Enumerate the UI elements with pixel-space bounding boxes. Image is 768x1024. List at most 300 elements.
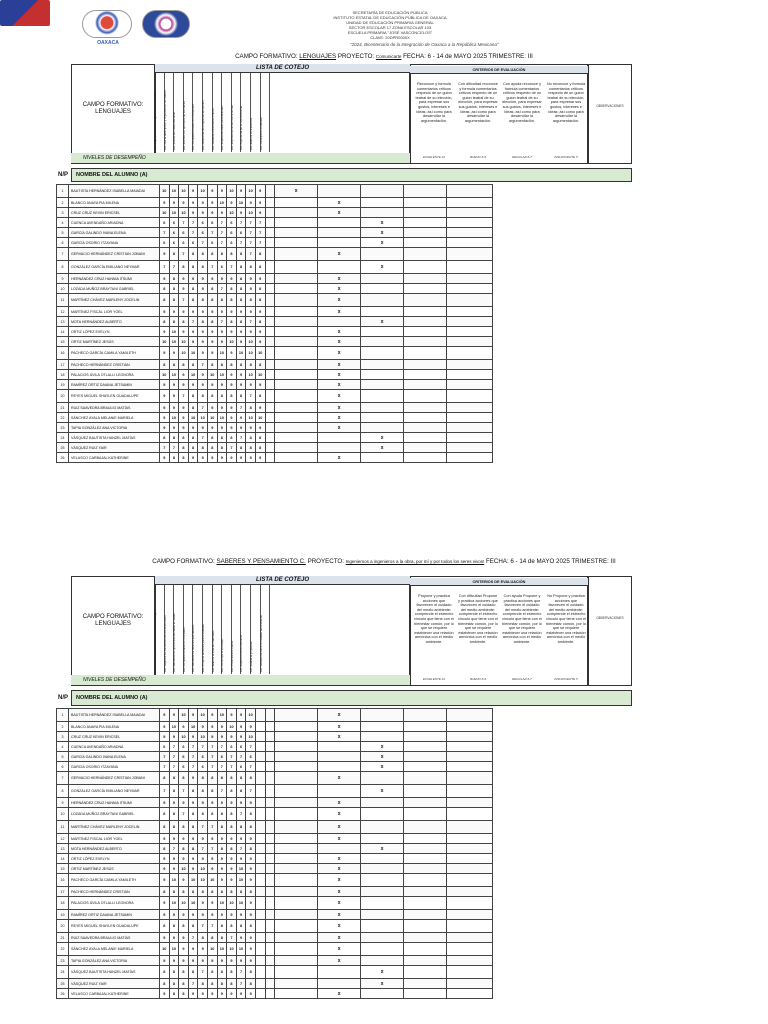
score-cell: 10 (217, 413, 227, 423)
level-mark (275, 261, 318, 274)
observation-cell (447, 370, 493, 380)
level-mark: x (318, 360, 361, 370)
criterio-text: Con dificultad Propone y practica acciones que favorecen el cuidado del medio ambiente: comprende el estrecho vínculo que tiene con el bienestar común, por lo que se requiere establecer una relación armónica con el medio ambiente. (458, 594, 498, 644)
score-cell: 9 (207, 854, 217, 864)
score-cell (265, 979, 275, 989)
indicator-label: Act. Propone acciones para el cuidado (200, 624, 205, 672)
row-number: 10 (57, 284, 69, 294)
score-cell (265, 433, 275, 443)
score-cell: 9 (188, 956, 198, 966)
score-cell: 9 (169, 403, 179, 413)
level-mark (275, 864, 318, 874)
table-row (57, 772, 493, 785)
level-mark: x (318, 808, 361, 821)
observation-cell (447, 274, 493, 284)
score-cell: 8 (207, 443, 217, 453)
score-cell: 7 (246, 762, 256, 772)
score-cell: 7 (179, 218, 189, 228)
score-cell: 10 (179, 709, 189, 722)
score-cell: 8 (217, 390, 227, 403)
level-mark (275, 380, 318, 390)
header-line: CLAVE: 20DPR0000X (370, 35, 410, 40)
observation-cell (447, 423, 493, 433)
observation-cell (447, 218, 493, 228)
student-name: MOTA HERNÁNDEZ ALBERTO (69, 844, 160, 854)
level-label: REGULAR 6-7 (512, 155, 532, 159)
score-cell: 9 (255, 307, 265, 317)
score-cell: 9 (227, 956, 237, 966)
table-row (57, 307, 493, 317)
score-cell: 10 (217, 370, 227, 380)
score-cell: 7 (179, 248, 189, 261)
observation-cell (447, 238, 493, 248)
level-mark (361, 897, 404, 910)
score-cell: 8 (188, 294, 198, 307)
score-cell: 9 (188, 274, 198, 284)
score-cell: 8 (217, 821, 227, 834)
score-cell: 6 (169, 218, 179, 228)
level-mark (275, 798, 318, 808)
score-cell (265, 920, 275, 933)
score-cell: 9 (160, 390, 170, 403)
student-name: PACHECO HERNÁNDEZ CRISTIAN (69, 887, 160, 897)
indicator-label: Act. Explica las ideas para defender (220, 105, 225, 150)
level-mark: x (275, 185, 318, 198)
score-cell (255, 821, 265, 834)
level-mark (361, 709, 404, 722)
score-cell: 7 (207, 920, 217, 933)
score-cell (265, 887, 275, 897)
score-cell: 9 (188, 732, 198, 742)
score-cell: 8 (188, 443, 198, 453)
score-cell: 10 (160, 337, 170, 347)
score-cell: 8 (169, 808, 179, 821)
score-cell: 8 (246, 966, 256, 979)
row-number: 7 (57, 248, 69, 261)
level-mark (318, 742, 361, 752)
score-cell: 9 (188, 307, 198, 317)
score-cell: 8 (227, 808, 237, 821)
student-table (56, 708, 493, 999)
score-cell: 7 (236, 433, 246, 443)
row-number: 24 (57, 966, 69, 979)
score-cell (265, 360, 275, 370)
score-cell: 8 (179, 821, 189, 834)
level-mark: x (318, 327, 361, 337)
score-cell: 9 (207, 327, 217, 337)
score-cell: 9 (188, 337, 198, 347)
level-mark (404, 956, 447, 966)
level-mark: x (318, 772, 361, 785)
score-cell: 9 (227, 834, 237, 844)
score-cell: 10 (236, 347, 246, 360)
score-cell (265, 317, 275, 327)
student-name: RUIZ SAAVEDRA BRAULIO MATÍAS (69, 403, 160, 413)
score-cell: 10 (255, 413, 265, 423)
score-cell: 6 (198, 218, 208, 228)
score-cell: 10 (227, 897, 237, 910)
score-cell: 10 (179, 897, 189, 910)
score-cell: 9 (246, 956, 256, 966)
table-row (57, 433, 493, 443)
level-mark (404, 274, 447, 284)
score-cell: 6 (179, 742, 189, 752)
row-number: 26 (57, 989, 69, 999)
score-cell: 9 (188, 772, 198, 785)
score-cell: 8 (179, 317, 189, 327)
score-cell: 8 (160, 284, 170, 294)
level-mark (275, 762, 318, 772)
score-cell: 7 (207, 742, 217, 752)
score-cell: 8 (227, 887, 237, 897)
observation-cell (447, 874, 493, 887)
row-number: 3 (57, 732, 69, 742)
row-number: 13 (57, 317, 69, 327)
trimestre-text: TRIMESTRE: III (571, 558, 616, 565)
score-cell (265, 785, 275, 798)
score-cell: 10 (236, 943, 246, 956)
proyecto-value: Ingeniemos a ingenieros a la obra, por mí y por todos los seres vivos! (345, 559, 485, 564)
level-mark (404, 722, 447, 732)
student-name: BAUTISTA HERNÁNDEZ ISABELLA MAIADAI (69, 709, 160, 722)
level-mark (404, 294, 447, 307)
score-cell: 7 (198, 238, 208, 248)
level-mark (275, 307, 318, 317)
level-mark (361, 413, 404, 423)
row-number: 5 (57, 228, 69, 238)
score-cell: 9 (179, 198, 189, 208)
level-mark (275, 808, 318, 821)
level-mark: x (318, 956, 361, 966)
student-name: PACHECO HERNÁNDEZ CRISTIAN (69, 360, 160, 370)
score-cell: 8 (246, 808, 256, 821)
score-cell: 9 (160, 347, 170, 360)
score-cell: 10 (227, 943, 237, 956)
score-cell: 9 (227, 453, 237, 463)
score-cell: 8 (169, 284, 179, 294)
score-cell: 9 (246, 327, 256, 337)
score-cell: 6 (198, 752, 208, 762)
score-cell: 9 (227, 307, 237, 317)
score-cell: 7 (207, 762, 217, 772)
score-cell: 8 (236, 248, 246, 261)
score-cell: 10 (246, 709, 256, 722)
score-cell: 8 (246, 887, 256, 897)
score-cell: 7 (188, 317, 198, 327)
score-cell: 9 (227, 709, 237, 722)
score-cell: 9 (207, 198, 217, 208)
score-cell: 7 (236, 979, 246, 989)
score-cell: 9 (188, 423, 198, 433)
row-number: 19 (57, 380, 69, 390)
score-cell: 9 (246, 423, 256, 433)
score-cell: 8 (169, 966, 179, 979)
level-mark: x (361, 742, 404, 752)
score-cell: 10 (227, 722, 237, 732)
score-cell: 8 (236, 821, 246, 834)
score-cell: 8 (179, 887, 189, 897)
student-name: TAPIA GONZÁLEZ ANA VICTORIA (69, 956, 160, 966)
score-cell: 8 (236, 294, 246, 307)
proyecto-value: Comunicarte (375, 54, 402, 59)
score-cell: 10 (169, 327, 179, 337)
level-mark (318, 433, 361, 443)
score-cell: 9 (227, 370, 237, 380)
score-cell: 9 (160, 989, 170, 999)
score-cell (265, 966, 275, 979)
score-cell: 8 (207, 785, 217, 798)
score-cell: 8 (198, 261, 208, 274)
level-mark (404, 248, 447, 261)
score-cell: 9 (236, 798, 246, 808)
score-cell: 10 (160, 943, 170, 956)
score-cell (265, 443, 275, 453)
observaciones-frame (588, 576, 632, 686)
level-mark (404, 413, 447, 423)
score-cell: 8 (179, 979, 189, 989)
score-cell: 9 (217, 864, 227, 874)
score-cell: 10 (169, 874, 179, 887)
score-cell: 8 (160, 979, 170, 989)
score-cell: 9 (236, 910, 246, 920)
score-cell: 8 (179, 989, 189, 999)
score-cell (265, 897, 275, 910)
student-name: ORTIZ LÓPEZ EVELYN (69, 854, 160, 864)
score-cell: 10 (207, 413, 217, 423)
level-mark (361, 307, 404, 317)
level-mark: x (318, 337, 361, 347)
score-cell: 8 (198, 772, 208, 785)
table-row (57, 966, 493, 979)
level-mark: x (318, 208, 361, 218)
level-mark (275, 208, 318, 218)
level-mark (275, 897, 318, 910)
score-cell: 9 (217, 910, 227, 920)
table-row (57, 989, 493, 999)
score-cell: 9 (236, 208, 246, 218)
level-mark (318, 218, 361, 228)
score-cell: 8 (188, 248, 198, 261)
level-mark: x (318, 370, 361, 380)
row-number: 20 (57, 920, 69, 933)
score-cell: 9 (207, 347, 217, 360)
score-cell: 10 (160, 370, 170, 380)
proyecto-label: PROYECTO: (337, 53, 375, 60)
score-cell: 6 (227, 228, 237, 238)
score-cell: 8 (217, 433, 227, 443)
observation-cell (447, 403, 493, 413)
score-cell (265, 208, 275, 218)
score-cell: 8 (207, 933, 217, 943)
row-number: 21 (57, 933, 69, 943)
observation-cell (447, 834, 493, 844)
student-name: PALACIOS ÁVILA OTLALLI LEONORA (69, 370, 160, 380)
score-cell (255, 920, 265, 933)
score-cell: 9 (188, 208, 198, 218)
level-mark (318, 966, 361, 979)
level-mark: x (318, 943, 361, 956)
header-line: SECTOR ESCOLAR 17 ZONA ESCOLAR 103 (348, 25, 432, 30)
level-mark: x (361, 238, 404, 248)
score-cell: 8 (179, 261, 189, 274)
table-row (57, 785, 493, 798)
table-row (57, 380, 493, 390)
level-mark (318, 443, 361, 453)
level-mark (275, 821, 318, 834)
header-motto: "2024, Bicentenario de la Integración de Oaxaca a la República Mexicana" (350, 42, 499, 47)
score-cell: 8 (227, 317, 237, 327)
lista-cotejo-title: LISTA DE COTEJO (155, 64, 410, 73)
score-cell: 10 (217, 198, 227, 208)
level-mark (404, 337, 447, 347)
score-cell: 9 (207, 307, 217, 317)
score-cell (265, 284, 275, 294)
score-cell: 7 (179, 390, 189, 403)
level-mark (361, 864, 404, 874)
score-cell: 8 (160, 887, 170, 897)
observation-cell (447, 443, 493, 453)
score-cell: 8 (160, 808, 170, 821)
level-mark (361, 821, 404, 834)
score-cell: 7 (198, 844, 208, 854)
table-row (57, 834, 493, 844)
level-mark (318, 762, 361, 772)
score-cell: 9 (198, 370, 208, 380)
row-number: 9 (57, 274, 69, 284)
score-cell: 9 (236, 423, 246, 433)
score-cell (265, 752, 275, 762)
score-cell (265, 423, 275, 433)
score-cell (255, 762, 265, 772)
score-cell: 10 (179, 732, 189, 742)
score-cell: 9 (198, 989, 208, 999)
table-row (57, 887, 493, 897)
observation-cell (447, 347, 493, 360)
level-mark (361, 274, 404, 284)
score-cell: 8 (198, 294, 208, 307)
row-number: 18 (57, 370, 69, 380)
score-cell: 10 (217, 897, 227, 910)
score-cell: 6 (169, 228, 179, 238)
student-name: PALACIOS ÁVILA OTLALLI LEONORA (69, 897, 160, 910)
level-mark (404, 897, 447, 910)
level-mark: x (318, 732, 361, 742)
score-cell: 9 (217, 307, 227, 317)
row-number: 15 (57, 337, 69, 347)
score-cell: 9 (207, 798, 217, 808)
score-cell: 9 (255, 423, 265, 433)
observation-cell (447, 294, 493, 307)
observation-cell (447, 844, 493, 854)
score-cell: 9 (246, 307, 256, 317)
level-mark (404, 798, 447, 808)
level-mark (361, 808, 404, 821)
score-cell: 8 (160, 772, 170, 785)
indicator-label: Act. Enumera y describe los seres vivos del lugar (153, 610, 157, 672)
level-mark (275, 284, 318, 294)
header-line: UNIDAD DE EDUCACIÓN PRIMARIA GENERAL (346, 20, 434, 25)
score-cell: 9 (227, 413, 237, 423)
score-cell: 7 (207, 752, 217, 762)
score-cell: 8 (188, 808, 198, 821)
score-cell: 10 (188, 347, 198, 360)
score-cell: 7 (227, 443, 237, 453)
score-cell: 7 (236, 218, 246, 228)
score-cell: 10 (188, 897, 198, 910)
student-name: VÁSQUEZ BAUTISTA HANZEL MATÍAS (69, 966, 160, 979)
score-cell: 9 (246, 198, 256, 208)
sep-logo-icon (0, 0, 50, 26)
score-cell: 9 (179, 943, 189, 956)
score-cell: 6 (188, 238, 198, 248)
level-mark (404, 808, 447, 821)
score-cell: 9 (188, 910, 198, 920)
fecha-text: FECHA: 6 - 14 de MAYO 2025 (403, 53, 487, 60)
observation-cell (447, 390, 493, 403)
score-cell (255, 808, 265, 821)
score-cell: 8 (169, 887, 179, 897)
score-cell: 10 (207, 943, 217, 956)
score-cell: 9 (217, 798, 227, 808)
level-mark (361, 854, 404, 864)
score-cell: 8 (227, 360, 237, 370)
score-cell: 8 (198, 933, 208, 943)
level-mark (404, 989, 447, 999)
indicator-label: Act. Lee la descripción y organiza la información (162, 89, 167, 150)
score-cell: 9 (207, 956, 217, 966)
level-mark (275, 327, 318, 337)
student-name: GONZÁLEZ GARCÍA EMILIANO NEYMAR (69, 261, 160, 274)
score-cell: 10 (207, 874, 217, 887)
score-cell: 7 (188, 979, 198, 989)
level-mark (404, 966, 447, 979)
level-mark (404, 920, 447, 933)
student-name: RAMÍREZ ORTIZ DAIANA JETSAMIN (69, 910, 160, 920)
level-mark (275, 443, 318, 453)
level-mark (404, 347, 447, 360)
row-number: 16 (57, 874, 69, 887)
score-cell: 8 (198, 317, 208, 327)
criterio-text: Con dificultad reconoce y formula comentarios críticos respecto de un guion teatral de su elección, para expresar sus gustos, intereses e ideas; así como para desarrollar la argumentación. (458, 82, 498, 123)
score-cell: 9 (227, 989, 237, 999)
score-cell: 8 (179, 844, 189, 854)
score-cell: 8 (227, 248, 237, 261)
score-cell: 6 (160, 742, 170, 752)
score-cell: 9 (217, 327, 227, 337)
row-number: 2 (57, 198, 69, 208)
level-mark (404, 198, 447, 208)
level-mark: x (361, 844, 404, 854)
table-row (57, 337, 493, 347)
row-number: 17 (57, 887, 69, 897)
level-mark: x (361, 433, 404, 443)
score-cell: 9 (217, 854, 227, 864)
score-cell: 9 (188, 380, 198, 390)
score-cell: 9 (198, 722, 208, 732)
observation-cell (447, 327, 493, 337)
row-number: 16 (57, 347, 69, 360)
score-cell: 9 (227, 854, 237, 864)
row-number: 18 (57, 897, 69, 910)
score-cell: 7 (227, 752, 237, 762)
score-cell: 9 (255, 403, 265, 413)
score-cell: 9 (179, 722, 189, 732)
level-mark: x (318, 198, 361, 208)
nombre-header: NOMBRE DEL ALUMNO (A) (71, 690, 632, 706)
score-cell: 8 (217, 844, 227, 854)
score-cell: 8 (236, 772, 246, 785)
table-row (57, 370, 493, 380)
